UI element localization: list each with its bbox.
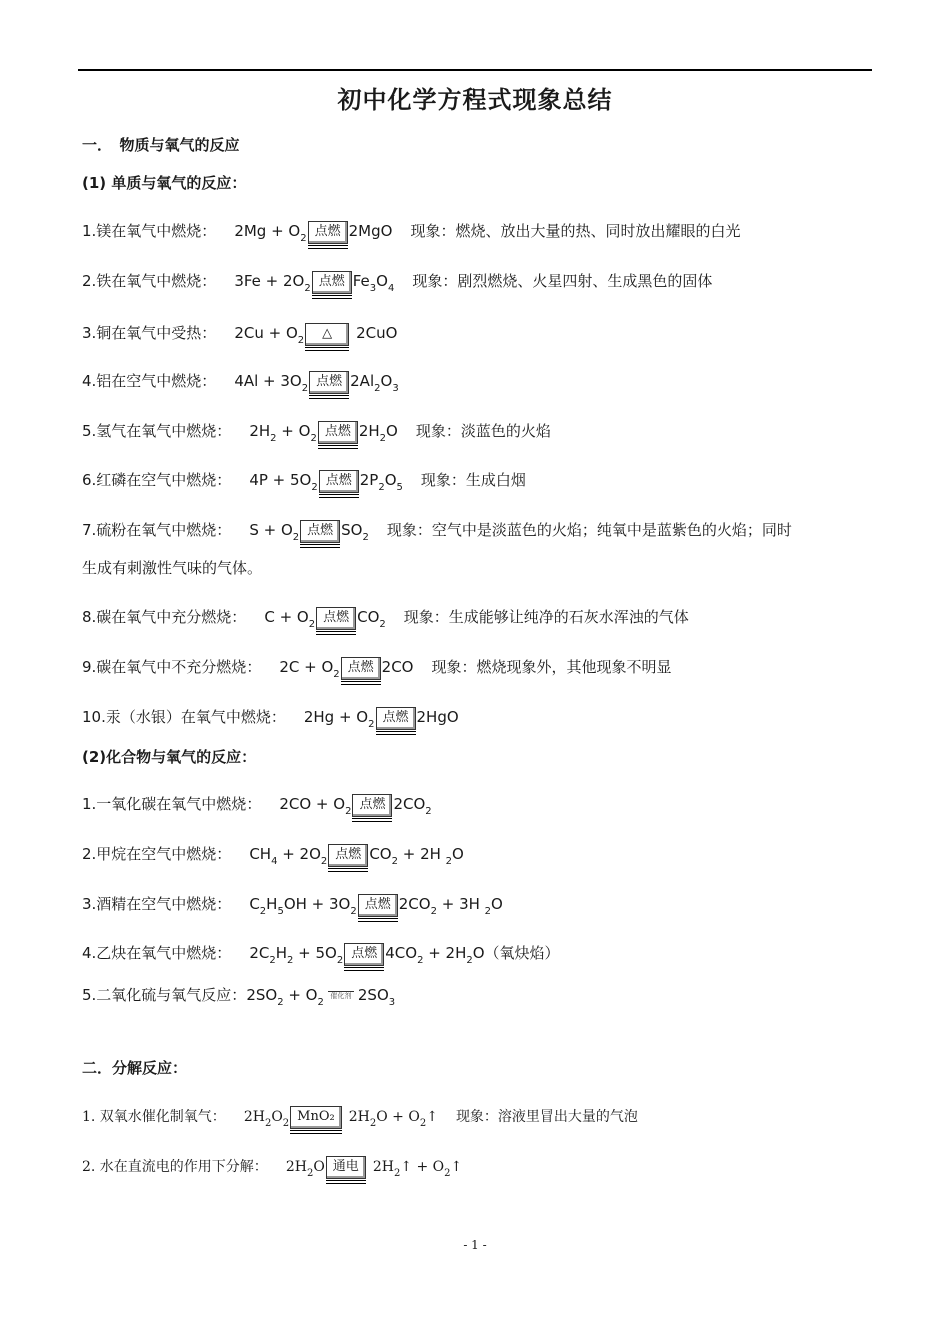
- subsection-heading-elements: (1) 单质与氧气的反应：: [82, 174, 247, 192]
- reaction-line: 1.一氧化碳在氧气中燃烧： $2CO + O_2$ 点燃 $2CO_2$: [82, 794, 432, 822]
- ignite-condition-arrow: 点燃: [341, 657, 381, 685]
- reaction-line: 2.铁在氧气中燃烧： $3Fe + 2O_2$ 点燃 $Fe_3O_4$ 现象：剧烈燃烧、火星四射、生成黑色的固体: [82, 271, 712, 299]
- ignite-condition-arrow: 点燃: [328, 844, 368, 872]
- reaction-line: 4.乙炔在氧气中燃烧： $2C_2H_2 + 5O_2$ 点燃 $4CO_2 + 2H_2O$（氧炔焰）: [82, 943, 560, 971]
- reaction-line: 9.碳在氧气中不充分燃烧： $2C + O_2$ 点燃 2CO 现象：燃烧现象外，其他现象不明显: [82, 657, 672, 685]
- catalyst-condition-arrow: 催化剂: [328, 991, 354, 1000]
- page-title: 初中化学方程式现象总结: [337, 86, 613, 114]
- ignite-condition-arrow: 点燃: [376, 707, 416, 735]
- reaction-line: 4.铝在空气中燃烧： $4Al + 3O_2$ 点燃 $2Al_2O_3$: [82, 371, 399, 399]
- ignite-condition-arrow: 点燃: [318, 421, 358, 449]
- ignite-condition-arrow: 点燃: [319, 470, 359, 498]
- ignite-condition-arrow: 点燃: [309, 371, 349, 399]
- ignite-condition-arrow: 点燃: [358, 894, 398, 922]
- ignite-condition-arrow: 点燃: [312, 271, 352, 299]
- reaction-line: 7.硫粉在氧气中燃烧： $S + O_2$ 点燃 $SO_2$ 现象：空气中是淡蓝色的火焰；纯氧中是蓝紫色的火焰；同时: [82, 520, 792, 548]
- section-heading-oxygen: 一． 物质与氧气的反应: [82, 136, 240, 154]
- reaction-line: 6.红磷在空气中燃烧： $4P + 5O_2$ 点燃 $2P_2O_5$ 现象：生成白烟: [82, 470, 526, 498]
- reaction-line: 8.碳在氧气中充分燃烧： $C + O_2$ 点燃 $CO_2$ 现象：生成能够让纯净的石灰水浑浊的气体: [82, 607, 689, 635]
- reaction-line: 5.氢气在氧气中燃烧： $2H_2 + O_2$ 点燃 $2H_2O$ 现象：淡蓝色的火焰: [82, 421, 551, 449]
- ignite-condition-arrow: 点燃: [344, 943, 384, 971]
- reaction-line: 1. 双氧水催化制氧气： $2H_2O_2$ MnO₂ $2H_2O$ + $O_2↑$ 现象：溶液里冒出大量的气泡: [82, 1106, 638, 1134]
- reaction-continuation: 生成有刺激性气味的气体。: [82, 559, 263, 577]
- page-number: - 1 -: [463, 1238, 487, 1252]
- header-rule: [78, 69, 872, 71]
- ignite-condition-arrow: 点燃: [352, 794, 392, 822]
- mno2-condition-arrow: MnO₂: [290, 1106, 342, 1134]
- reaction-line: 2.甲烷在空气中燃烧： $CH_4 + 2O_2$ 点燃 $CO_2 + 2H$ $_2$O: [82, 844, 464, 872]
- ignite-condition-arrow: 点燃: [308, 221, 348, 249]
- reaction-line: 5.二氧化硫与氧气反应：$2SO_2 + O_2$催化剂 $2SO_3$: [82, 986, 396, 1008]
- reaction-line: 3.铜在氧气中受热： $2Cu + O_2$ △ 2CuO: [82, 323, 397, 351]
- reaction-line: 1.镁在氧气中燃烧： $2Mg + O_2$ 点燃 2MgO 现象：燃烧、放出大量的热、同时放出耀眼的白光: [82, 221, 740, 249]
- reaction-line: 10.汞（水银）在氧气中燃烧： $2Hg + O_2$ 点燃 2HgO: [82, 707, 459, 735]
- section-heading-decomposition: 二．分解反应：: [82, 1059, 188, 1077]
- ignite-condition-arrow: 点燃: [316, 607, 356, 635]
- reaction-line: 2. 水在直流电的作用下分解： $2H_2O$ 通电 $2H_2↑$ + $O_2↑$: [82, 1156, 462, 1184]
- electric-condition-arrow: 通电: [326, 1156, 366, 1184]
- heat-condition-arrow: △: [305, 323, 349, 351]
- subsection-heading-compounds: (2)化合物与氧气的反应：: [82, 748, 257, 766]
- reaction-line: 3.酒精在空气中燃烧： $C_2H_5OH + 3O_2$ 点燃 $2CO_2 + 3H$ $_2$O: [82, 894, 503, 922]
- ignite-condition-arrow: 点燃: [300, 520, 340, 548]
